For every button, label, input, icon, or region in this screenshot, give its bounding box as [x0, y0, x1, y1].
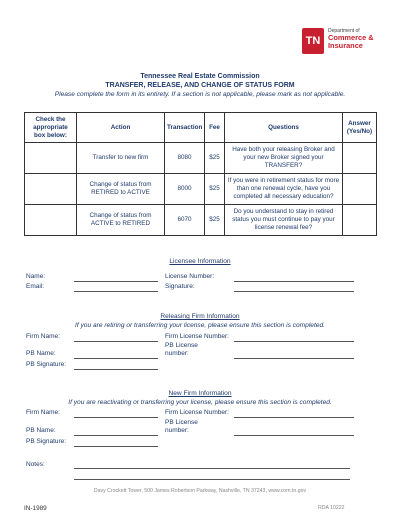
- check-box-cell[interactable]: [25, 174, 77, 205]
- header-answer: Answer (Yes/No): [343, 113, 377, 143]
- licensee-name-label: Name:: [26, 273, 46, 280]
- new-firm-license-field[interactable]: [234, 417, 354, 418]
- new-firm-pb-signature-field[interactable]: [74, 446, 158, 447]
- fee-cell: $25: [205, 143, 225, 174]
- fee-cell: $25: [205, 205, 225, 236]
- releasing-pb-license-label-2: number:: [165, 350, 189, 357]
- licensee-license-field[interactable]: [234, 281, 354, 282]
- question-cell: If you were in retirement status for more than one renewal cycle, have you completed all necessary education?: [225, 174, 343, 205]
- header-action: Action: [77, 113, 165, 143]
- question-cell: Have both your releasing Broker and your new Broker signed your TRANSFER?: [225, 143, 343, 174]
- action-cell: Change of status from RETIRED to ACTIVE: [77, 174, 165, 205]
- releasing-firm-name-label: Firm Name:: [26, 333, 60, 340]
- releasing-pb-signature-label: PB Signature:: [26, 361, 67, 368]
- rda-number: RDA 10222: [318, 505, 345, 511]
- transaction-cell: 8080: [165, 143, 205, 174]
- new-firm-section-subtitle: If you are reactivating or transferring your license, please ensure this section is completed.: [68, 399, 332, 406]
- licensee-license-label: License Number:: [165, 273, 215, 280]
- table-row: [25, 143, 377, 174]
- transaction-cell: 8000: [165, 174, 205, 205]
- footer-address: Davy Crockett Tower, 500 James Robertson Parkway, Nashville, TN 37243, www.com.tn.gov: [93, 488, 307, 494]
- logo-line1: Commerce &: [328, 33, 374, 43]
- licensee-signature-label: Signature:: [165, 283, 195, 290]
- new-firm-section-title: New Firm Information: [168, 390, 232, 397]
- licensee-name-field[interactable]: [74, 281, 158, 282]
- licensee-section-title: Licensee Information: [169, 258, 231, 265]
- org-name: Tennessee Real Estate Commission: [140, 73, 260, 80]
- tn-logo-mark: TN: [302, 28, 324, 54]
- new-firm-name-label: Firm Name:: [26, 409, 60, 416]
- question-cell: Do you understand to stay in retired status you must continue to pay your license renewal fee?: [225, 205, 343, 236]
- releasing-pb-license-field[interactable]: [234, 358, 354, 359]
- transaction-cell: 6070: [165, 205, 205, 236]
- releasing-section-subtitle: If you are retiring or transferring your license, please ensure this section is completed.: [75, 322, 325, 329]
- releasing-firm-license-field[interactable]: [234, 341, 354, 342]
- new-firm-pb-license-field[interactable]: [234, 435, 354, 436]
- action-cell: Transfer to new firm: [77, 143, 165, 174]
- table-row: [25, 205, 377, 236]
- releasing-firm-name-field[interactable]: [74, 341, 158, 342]
- form-number: IN-1989: [24, 505, 47, 512]
- releasing-pb-signature-field[interactable]: [74, 369, 158, 370]
- licensee-signature-field[interactable]: [234, 291, 354, 292]
- header-questions: Questions: [225, 113, 343, 143]
- tn-commerce-insurance-logo: [302, 28, 378, 58]
- new-firm-pb-name-label: PB Name:: [26, 427, 56, 434]
- notes-label: Notes:: [26, 461, 45, 468]
- licensee-email-field[interactable]: [74, 291, 158, 292]
- check-box-cell[interactable]: [25, 143, 77, 174]
- answer-cell[interactable]: [343, 143, 377, 174]
- releasing-section-title: Releasing Firm Information: [160, 313, 240, 320]
- licensee-email-label: Email:: [26, 283, 45, 290]
- header-check: Check the appropriate box below:: [25, 113, 77, 143]
- header-transaction: Transaction: [165, 113, 205, 143]
- form-header: [0, 72, 400, 99]
- new-firm-pb-license-label-2: number:: [165, 427, 189, 434]
- releasing-pb-name-label: PB Name:: [26, 350, 56, 357]
- releasing-firm-license-label: Firm License Number:: [165, 333, 229, 340]
- notes-field-line-1[interactable]: [74, 468, 350, 469]
- new-firm-license-label: Firm License Number:: [165, 409, 229, 416]
- new-firm-pb-signature-label: PB Signature:: [26, 438, 67, 445]
- notes-field-line-2[interactable]: [74, 479, 350, 480]
- answer-cell[interactable]: [343, 205, 377, 236]
- header-fee: Fee: [205, 113, 225, 143]
- logo-line2: Insurance: [328, 41, 363, 51]
- answer-cell[interactable]: [343, 174, 377, 205]
- new-firm-pb-license-label-1: PB License: [165, 419, 198, 426]
- form-title: TRANSFER, RELEASE, AND CHANGE OF STATUS FORM: [105, 82, 295, 89]
- logo-wordmark: [328, 29, 380, 50]
- check-box-cell[interactable]: [25, 205, 77, 236]
- new-firm-name-field[interactable]: [74, 417, 158, 418]
- new-firm-pb-name-field[interactable]: [74, 435, 158, 436]
- status-table: [24, 112, 377, 236]
- form-instruction: Please complete the form in its entirety. If a section is not applicable, please mark as not applicable.: [54, 91, 346, 98]
- action-cell: Change of status from ACTIVE to RETIRED: [77, 205, 165, 236]
- releasing-pb-license-label-1: PB License: [165, 342, 198, 349]
- releasing-pb-name-field[interactable]: [74, 358, 158, 359]
- logo-dept: Department of: [328, 28, 360, 34]
- status-table-header: [25, 113, 377, 143]
- table-row: [25, 174, 377, 205]
- fee-cell: $25: [205, 174, 225, 205]
